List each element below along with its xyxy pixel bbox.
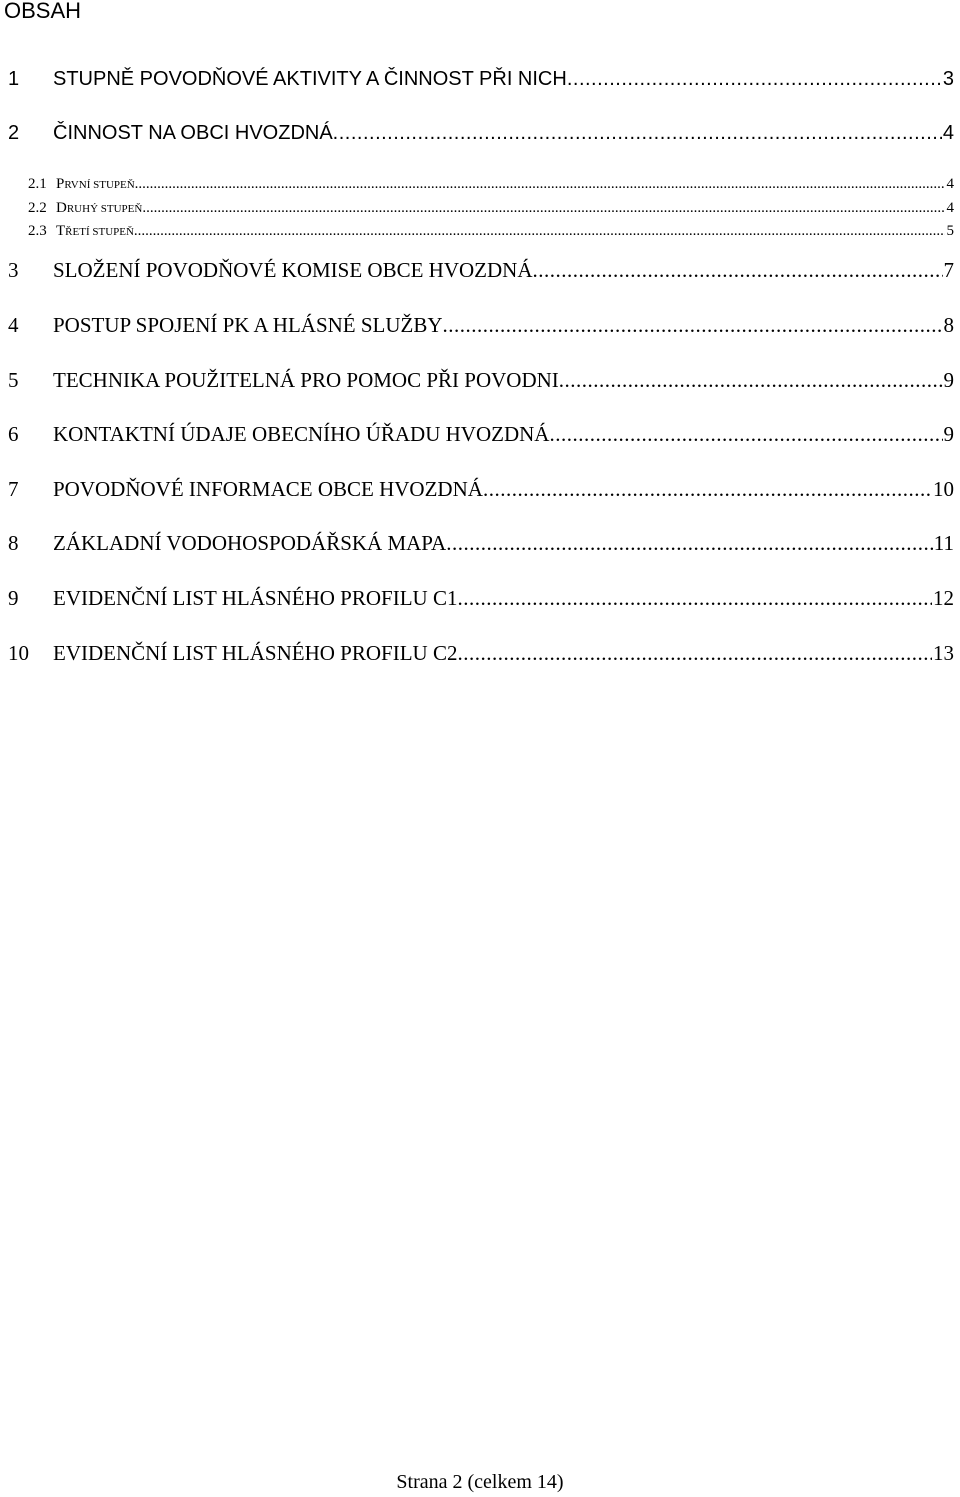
toc-entry-number: 6	[8, 422, 19, 446]
toc-entry-page: 4	[942, 122, 954, 144]
toc-entry-title: TECHNIKA POUŽITELNÁ PRO POMOC PŘI POVODNI	[53, 368, 559, 392]
toc-entry-page: 9	[943, 368, 954, 392]
toc-entry-number: 7	[8, 477, 19, 501]
toc-dot-leader	[446, 530, 933, 556]
toc-entry-2-3[interactable]	[8, 222, 954, 241]
toc-entry-2-1[interactable]	[8, 175, 954, 194]
toc-dot-leader	[457, 640, 932, 666]
toc-dot-leader	[135, 175, 945, 193]
toc-entry-page: 4	[946, 176, 954, 192]
toc-entry-7[interactable]	[8, 476, 954, 502]
toc-dot-leader	[567, 66, 942, 92]
toc-entry-page: 11	[933, 531, 954, 555]
toc-entry-number: 5	[8, 368, 19, 392]
toc-entry-title	[56, 222, 134, 241]
toc-entry-title: ZÁKLADNÍ VODOHOSPODÁŘSKÁ MAPA	[53, 531, 447, 555]
toc-entry-page: 8	[943, 313, 954, 337]
toc-dot-leader	[443, 312, 943, 338]
toc-title-initial: D	[56, 200, 67, 216]
toc-entry-page: 5	[946, 223, 954, 239]
toc-entry-number: 2.2	[28, 200, 47, 216]
toc-dot-leader	[483, 476, 932, 502]
toc-entry-number: 9	[8, 586, 19, 610]
toc-entry-page: 9	[943, 422, 954, 446]
toc-entry-number: 10	[8, 641, 29, 665]
toc-entry-title: SLOŽENÍ POVODŇOVÉ KOMISE OBCE HVOZDNÁ	[53, 258, 533, 282]
toc-entry-title: EVIDENČNÍ LIST HLÁSNÉHO PROFILU C2	[53, 641, 458, 665]
toc-entry-page: 3	[942, 68, 954, 90]
toc-entry-title: KONTAKTNÍ ÚDAJE OBECNÍHO ÚŘADU HVOZDNÁ	[53, 422, 550, 446]
toc-entry-2[interactable]	[8, 120, 954, 146]
toc-entry-6[interactable]	[8, 421, 954, 447]
toc-title-initial: T	[56, 223, 66, 239]
toc-entry-title	[56, 175, 135, 194]
toc-entry-number: 2.1	[28, 176, 47, 192]
toc-entry-title: STUPNĚ POVODŇOVÉ AKTIVITY A ČINNOST PŘI NICH	[53, 68, 567, 90]
toc-dot-leader	[532, 257, 942, 283]
toc-entry-2-2[interactable]	[8, 199, 954, 218]
toc-entry-number: 8	[8, 531, 19, 555]
toc-dot-leader	[142, 199, 944, 217]
toc-entry-5[interactable]	[8, 367, 954, 393]
toc-entry-1[interactable]	[8, 66, 954, 92]
toc-dot-leader	[549, 421, 942, 447]
toc-entry-title: EVIDENČNÍ LIST HLÁSNÉHO PROFILU C1	[53, 586, 458, 610]
toc-dot-leader	[559, 367, 943, 393]
toc-entry-number: 2	[8, 122, 20, 144]
toc-entry-4[interactable]	[8, 312, 954, 338]
page-footer: Strana 2 (celkem 14)	[396, 1471, 564, 1493]
toc-dot-leader	[134, 222, 945, 240]
toc-entry-page: 4	[946, 200, 954, 216]
toc-heading: OBSAH	[4, 0, 82, 23]
toc-entry-page: 13	[933, 641, 954, 665]
toc-entry-page: 12	[933, 586, 954, 610]
toc-entry-number: 3	[8, 258, 19, 282]
toc-entry-title: POSTUP SPOJENÍ PK A HLÁSNÉ SLUŽBY	[53, 313, 443, 337]
toc-title-smallcaps: RUHÝ STUPEŇ	[66, 203, 143, 215]
toc-entry-title: ČINNOST NA OBCI HVOZDNÁ	[53, 122, 333, 144]
toc-entry-3[interactable]	[8, 257, 954, 283]
toc-entry-title	[56, 199, 142, 218]
toc-entry-10[interactable]	[8, 640, 954, 666]
toc-entry-8[interactable]	[8, 530, 954, 556]
toc-entry-number: 2.3	[28, 223, 47, 239]
toc-dot-leader	[457, 585, 932, 611]
toc-entry-number: 1	[8, 68, 20, 90]
toc-entry-number: 4	[8, 313, 19, 337]
toc-title-smallcaps: RVNÍ STUPEŇ	[64, 179, 135, 191]
toc-entry-9[interactable]	[8, 585, 954, 611]
toc-title-initial: P	[56, 176, 65, 192]
toc-entry-title: POVODŇOVÉ INFORMACE OBCE HVOZDNÁ	[53, 477, 483, 501]
toc-entry-page: 10	[933, 477, 954, 501]
toc-entry-page: 7	[943, 258, 954, 282]
toc-dot-leader	[333, 120, 942, 146]
toc-title-smallcaps: ŘETÍ STUPEŇ	[65, 226, 134, 238]
